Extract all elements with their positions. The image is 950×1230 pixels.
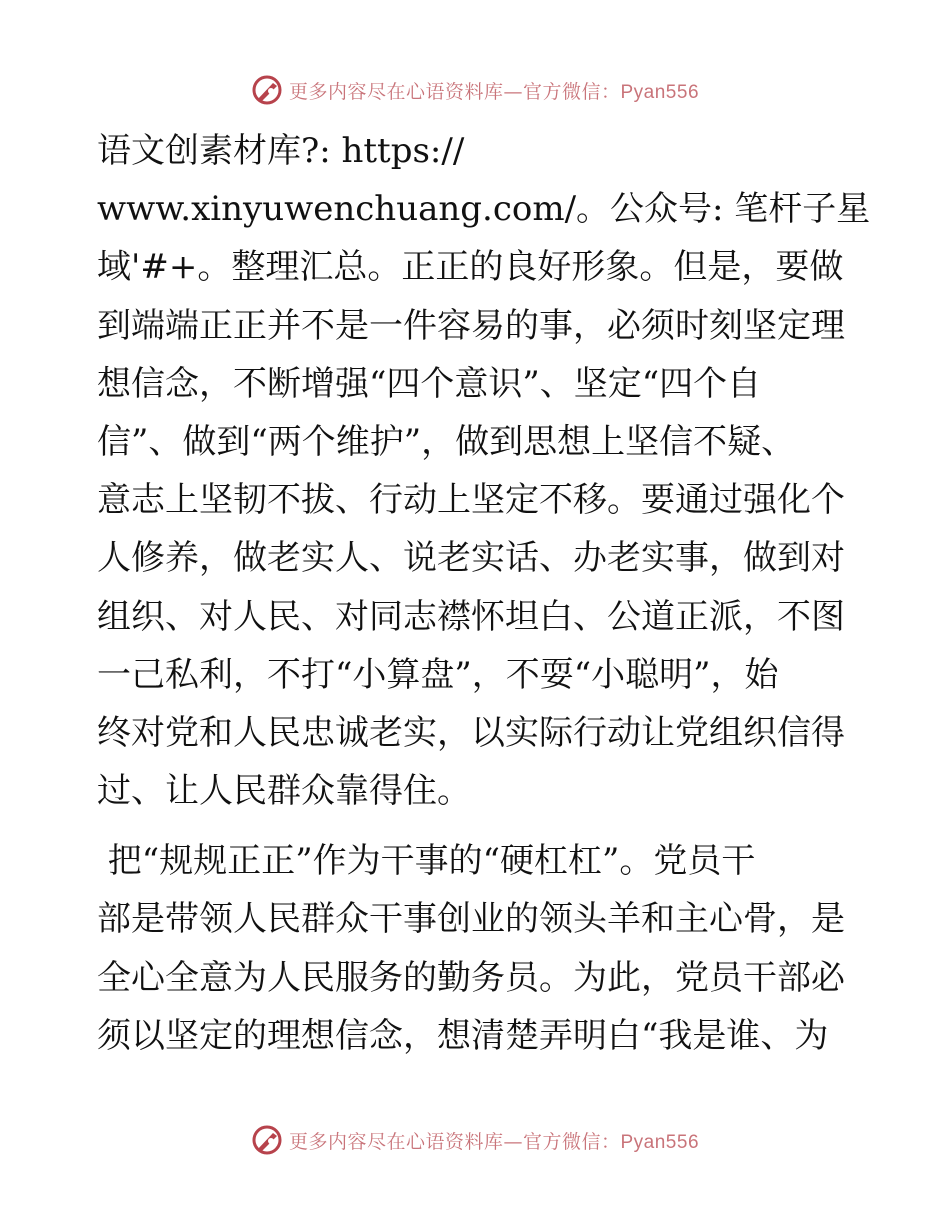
footer-watermark bbox=[0, 1120, 950, 1160]
text-line: 一己私利，不打“小算盘”，不耍“小聪明”，始 bbox=[97, 654, 779, 695]
text-line: 把“规规正正”作为干事的“硬杠杠”。党员干 bbox=[97, 841, 756, 882]
watermark-handle: Pyan556 bbox=[620, 81, 700, 103]
watermark-label: 更多内容尽在心语资料库—官方微信： bbox=[288, 1130, 621, 1153]
text-line: 域'#+。整理汇总。正正的良好形象。但是，要做 bbox=[97, 247, 844, 288]
document-body bbox=[97, 122, 871, 1065]
text-line: 意志上坚韧不拔、行动上坚定不移。要通过强化个 bbox=[97, 480, 845, 521]
text-line: 到端端正正并不是一件容易的事，必须时刻坚定理 bbox=[97, 305, 845, 346]
watermark-text bbox=[289, 77, 699, 104]
text-line: 组织、对人民、对同志襟怀坦白、公道正派，不图 bbox=[97, 596, 845, 637]
text-line: 信”、做到“两个维护”，做到思想上坚信不疑、 bbox=[97, 421, 796, 462]
text-line: 语文创素材库?: https:// bbox=[97, 131, 465, 171]
paragraph-1 bbox=[97, 122, 871, 820]
text-line: www.xinyuwenchuang.com/。公众号: 笔杆子星 bbox=[97, 189, 871, 230]
text-line: 全心全意为人民服务的勤务员。为此，党员干部必 bbox=[97, 957, 845, 998]
text-line: 过、让人民群众靠得住。 bbox=[97, 771, 471, 812]
text-line: 部是带领人民群众干事创业的领头羊和主心骨，是 bbox=[97, 899, 845, 940]
watermark-text bbox=[289, 1127, 699, 1154]
text-line: 终对党和人民忠诚老实，以实际行动让党组织信得 bbox=[97, 712, 845, 753]
text-line: 人修养，做老实人、说老实话、办老实事，做到对 bbox=[97, 538, 845, 579]
paragraph-gap bbox=[97, 820, 857, 832]
watermark-label: 更多内容尽在心语资料库—官方微信： bbox=[288, 80, 621, 103]
pen-logo-icon bbox=[251, 74, 283, 106]
header-watermark bbox=[0, 70, 950, 110]
text-line: 须以坚定的理想信念，想清楚弄明白“我是谁、为 bbox=[97, 1015, 829, 1056]
pen-logo-icon bbox=[251, 1124, 283, 1156]
text-line: 想信念，不断增强“四个意识”、坚定“四个自 bbox=[97, 363, 762, 404]
paragraph-2 bbox=[97, 832, 857, 1065]
watermark-handle: Pyan556 bbox=[620, 1131, 700, 1153]
